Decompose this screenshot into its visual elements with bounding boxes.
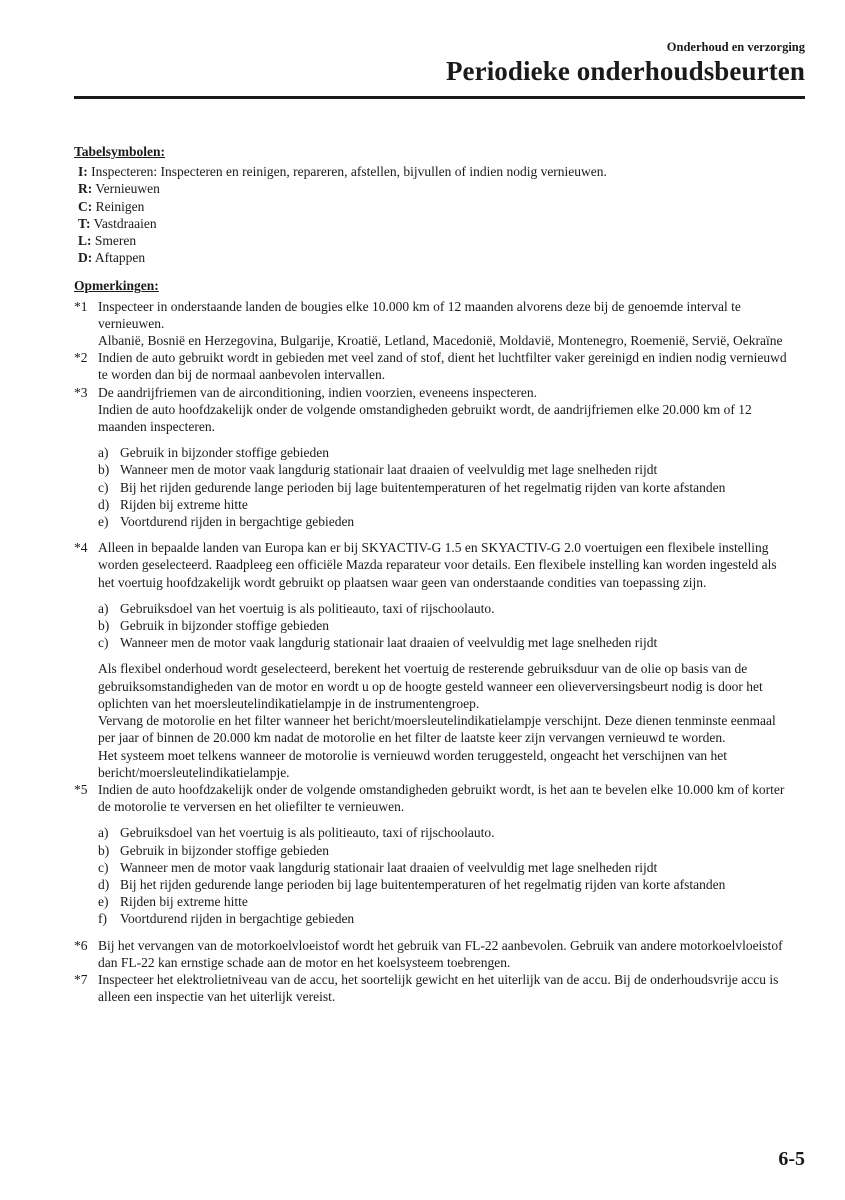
list-item <box>98 617 794 634</box>
symbol-text: Reinigen <box>95 198 145 214</box>
symbol-row <box>74 249 794 266</box>
remark-2 <box>74 349 794 383</box>
symbol-key: D: <box>78 250 93 266</box>
remark-3 <box>74 384 794 540</box>
list-letter: a) <box>98 825 109 841</box>
condition-list <box>98 444 794 530</box>
list-text: Voortdurend rijden in bergachtige gebieden <box>120 911 355 927</box>
remark-number: *6 <box>74 937 88 953</box>
list-item <box>98 461 794 478</box>
condition-list <box>98 824 794 927</box>
remark-number: *3 <box>74 384 88 400</box>
remark-text: Inspecteer in onderstaande landen de bougies elke 10.000 km of 12 maanden alvorens deze bij de genoemde interval te vernieuwen. <box>98 298 741 331</box>
list-item <box>98 600 794 617</box>
list-item <box>98 842 794 859</box>
condition-list <box>98 600 794 652</box>
list-letter: b) <box>98 462 110 478</box>
remark-number: *2 <box>74 350 88 366</box>
remarks-heading: Opmerkingen: <box>74 278 159 294</box>
symbol-row <box>74 215 794 232</box>
list-letter: b) <box>98 618 110 634</box>
symbol-text: Smeren <box>94 233 137 249</box>
list-item <box>98 496 794 513</box>
list-text: Gebruik in bijzonder stoffige gebieden <box>120 618 329 634</box>
list-letter: f) <box>98 911 107 927</box>
header-rule <box>74 96 805 99</box>
symbol-text: Vastdraaien <box>93 215 157 231</box>
list-letter: c) <box>98 859 109 875</box>
section-label: Onderhoud en verzorging <box>666 40 805 54</box>
remark-1 <box>74 298 794 350</box>
remark-text: Inspecteer het elektrolietniveau van de accu, het soortelijk gewicht en het uiterlijk van de accu. Bij de onderhoudsvrije accu is alleen een inspectie van het uiterlijk vereist. <box>98 971 779 1005</box>
page-title: Periodieke onderhoudsbeurten <box>445 56 805 86</box>
list-letter: c) <box>98 635 109 651</box>
symbol-key: L: <box>78 233 92 249</box>
symbol-key: C: <box>78 198 93 214</box>
list-letter: e) <box>98 894 109 910</box>
list-letter: a) <box>98 600 109 616</box>
list-text: Gebruiksdoel van het voertuig is als politieauto, taxi of rijschoolauto. <box>120 825 495 841</box>
remark-number: *4 <box>74 540 88 556</box>
list-text: Gebruik in bijzonder stoffige gebieden <box>120 445 329 461</box>
symbol-row <box>74 198 794 215</box>
remark-7 <box>74 971 794 1005</box>
symbol-row <box>74 163 794 180</box>
list-item <box>98 479 794 496</box>
list-text: Bij het rijden gedurende lange perioden bij lage buitentemperaturen of het regelmatig rijden van korte afstanden <box>120 479 726 495</box>
page-content <box>74 143 794 1005</box>
remark-4 <box>74 539 794 781</box>
symbol-text: Inspecteren: Inspecteren en reinigen, repareren, afstellen, bijvullen of indien nodig vernieuwen. <box>91 164 607 180</box>
list-item <box>98 824 794 841</box>
symbol-key: I: <box>78 164 88 180</box>
remark-text: Bij het vervangen van de motorkoelvloeistof wordt het gebruik van FL-22 aanbevolen. Gebruik van andere motorkoelvloeistof dan FL-22 kan ernstige schade aan de motor en het koelsysteem toebrengen. <box>98 937 783 970</box>
symbol-key: T: <box>78 215 91 231</box>
remark-text: De aandrijfriemen van de airconditioning, indien voorzien, eveneens inspecteren. <box>98 384 537 400</box>
list-text: Bij het rijden gedurende lange perioden bij lage buitentemperaturen of het regelmatig rijden van korte afstanden <box>120 876 726 892</box>
list-text: Wanneer men de motor vaak langdurig stationair laat draaien of veelvuldig met lage snelheden rijdt <box>120 462 658 478</box>
remark-paragraph: Als flexibel onderhoud wordt geselecteerd, berekent het voertuig de resterende gebruiksduur van de olie op basis van de gebruiksomstandigheden van de motor en wordt u op de hoogte gesteld wanneer een olieverversingsbeurt nodig is door het oplichten van het moersleutelindikatielampje in de instrumentengroep. <box>98 661 763 711</box>
remark-number: *5 <box>74 781 88 797</box>
list-letter: e) <box>98 514 109 530</box>
page-number: 6-5 <box>778 1148 805 1170</box>
list-text: Wanneer men de motor vaak langdurig stationair laat draaien of veelvuldig met lage snelheden rijdt <box>120 635 658 651</box>
remark-text: Alleen in bepaalde landen van Europa kan er bij SKYACTIV-G 1.5 en SKYACTIV-G 2.0 voertuigen een flexibele instelling worden geselecteerd. Raadpleeg een officiële Mazda reparateur voor details. Een flexibele instelling kan worden ingesteld als het voertuig hoofdzakelijk wordt gebruikt op plaatsen waar geen van onderstaande condities van toepassing zijn. <box>98 540 777 590</box>
list-item <box>98 444 794 461</box>
list-text: Rijden bij extreme hitte <box>120 496 248 512</box>
remark-paragraph: Het systeem moet telkens wanneer de motorolie is vernieuwd worden teruggesteld, ongeacht het verschijnen van het bericht/moersleutelindikatielampje. <box>98 747 728 780</box>
remark-number: *7 <box>74 971 88 987</box>
symbols-heading: Tabelsymbolen: <box>74 144 166 159</box>
list-text: Gebruik in bijzonder stoffige gebieden <box>120 842 329 858</box>
list-text: Gebruiksdoel van het voertuig is als politieauto, taxi of rijschoolauto. <box>120 600 495 616</box>
remark-5 <box>74 781 794 937</box>
remark-6 <box>74 937 794 971</box>
list-letter: d) <box>98 496 110 512</box>
symbol-text: Vernieuwen <box>95 181 160 197</box>
list-item <box>98 910 794 927</box>
list-text: Rijden bij extreme hitte <box>120 894 248 910</box>
list-text: Wanneer men de motor vaak langdurig stationair laat draaien of veelvuldig met lage snelheden rijdt <box>120 859 658 875</box>
list-item <box>98 876 794 893</box>
remark-paragraph: Vervang de motorolie en het filter wanneer het bericht/moersleutelindikatielampje verschijnt. Deze dienen tenminste eenmaal per jaar of binnen de 20.000 km nadat de motorolie en het filter de laatste keer zijn vervangen vernieuwd te worden. <box>98 713 776 746</box>
symbol-row <box>74 180 794 197</box>
list-letter: a) <box>98 445 109 461</box>
list-letter: c) <box>98 479 109 495</box>
remark-text: Indien de auto hoofdzakelijk onder de volgende omstandigheden gebruikt wordt, de aandrijfriemen elke 20.000 km of 12 maanden inspecteren. <box>98 401 752 435</box>
list-item <box>98 893 794 910</box>
list-letter: d) <box>98 876 110 892</box>
list-item <box>98 634 794 651</box>
list-item <box>98 859 794 876</box>
list-letter: b) <box>98 842 110 858</box>
list-text: Voortdurend rijden in bergachtige gebieden <box>120 514 355 530</box>
list-item <box>98 513 794 530</box>
symbol-row <box>74 232 794 249</box>
remark-text: Indien de auto hoofdzakelijk onder de volgende omstandigheden gebruikt wordt, is het aan te bevelen elke 10.000 km of korter de motorolie te verversen en het oliefilter te vernieuwen. <box>98 781 785 815</box>
symbol-text: Aftappen <box>94 250 146 266</box>
symbols-list <box>74 163 794 266</box>
symbol-key: R: <box>78 181 93 197</box>
remark-number: *1 <box>74 298 88 314</box>
remark-countries: Albanië, Bosnië en Herzegovina, Bulgarije, Kroatië, Letland, Macedonië, Moldavië, Montenegro, Roemenië, Servië, Oekraïne <box>98 333 783 349</box>
remark-text: Indien de auto gebruikt wordt in gebieden met veel zand of stof, dient het luchtfilter vaker gereinigd en indien nodig vernieuwd te worden dan bij de normaal aanbevolen intervallen. <box>98 350 787 383</box>
